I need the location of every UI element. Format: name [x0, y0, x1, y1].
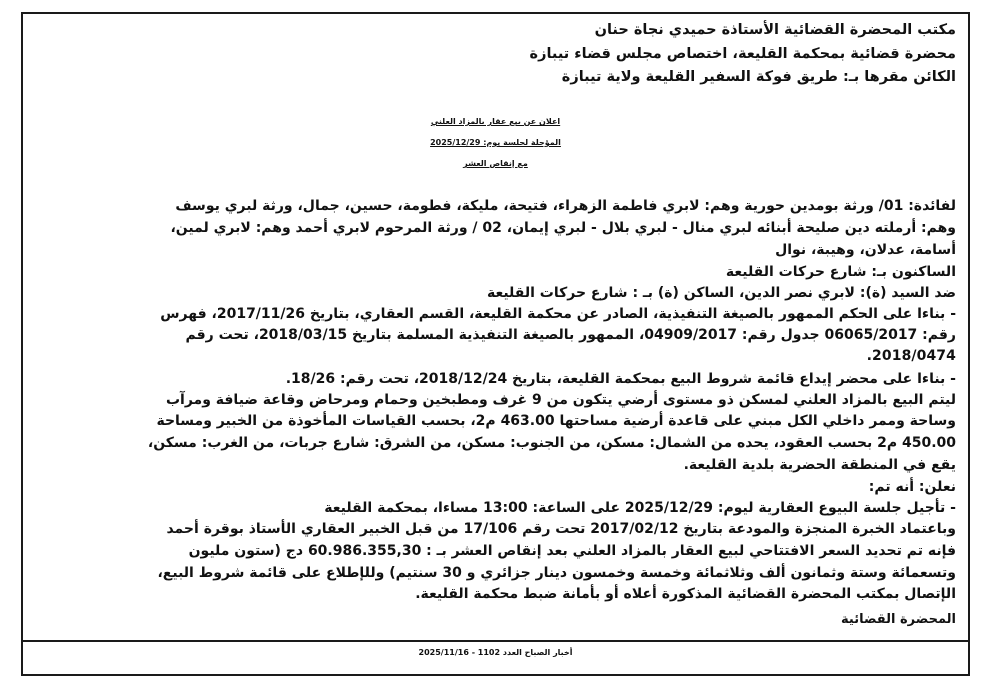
reduction-note: مع إنقاص العشر [463, 159, 528, 168]
body-line: - بناءا على الحكم الممهور بالصيغة التنفيذية، الصادر عن محكمة القليعة، القسم العقاري، بتاريخ 2017/11/26، فهرس [160, 306, 956, 322]
announcement-title: اعلان عن بيع عقار بالمزاد العلني [430, 117, 561, 126]
body-line: رقم: 06065/2017 جدول رقم: 04909/2017، الممهور بالصيغة التنفيذية المسلمة بتاريخ 2018/03/15، تحت رقم [185, 327, 956, 343]
body-line: 450.00 م2 بحسب العقود، يحده من الشمال: مسكن، من الجنوب: مسكن، من الشرق: شارع جربات، من الغرب: مسكن، [147, 435, 956, 451]
body-line: ليتم البيع بالمزاد العلني لمسكن ذو مستوى أرضي يتكون من 9 غرف ومطبخين وحمام ومرحاض وقاعة ضيافة ومرآب [165, 392, 956, 408]
jurisdiction-line: محضرة قضائية بمحكمة القليعة، اختصاص مجلس قضاء تيبازة [529, 46, 956, 62]
body-line: - بناءا على محضر إيداع قائمة شروط البيع بمحكمة القليعة، بتاريخ 2018/12/24، تحت رقم: 18/26. [285, 371, 956, 387]
body-line: نعلن: أنه تم: [868, 479, 956, 495]
body-line: فإنه تم تحديد السعر الافتتاحي لبيع العقار بالمزاد العلني بعد إنقاص العشر بـ : 60.986.355,30 دج (ستون مليون [188, 543, 956, 559]
office-name: مكتب المحضرة القضائية الأستاذة حميدي نجاة حنان [594, 22, 956, 38]
body-line: وتسعمائة وستة وثمانون ألف وثلاثمائة وخمسة وخمسون دينار جزائري و 30 سنتيم) وللإطلاع على قائمة شروط البيع، [157, 565, 956, 581]
office-address: الكائن مقرها بـ: طريق فوكة السفير القليعة ولاية تيبازة [561, 69, 956, 85]
body-line: وساحة وممر داخلي الكل مبني على قاعدة أرضية مساحتها 463.00 م2، بحسب القياسات المأخوذة من الخبير ومساحة [156, 413, 956, 429]
body-line: الساكنون بـ: شارع حركات القليعة [725, 264, 956, 280]
body-line: لفائدة: 01/ ورثة بومدين حورية وهم: لابري فاطمة الزهراء، فتيحة، مليكة، فطومة، حسين، جمال، ورثة لبري يوسف [175, 198, 956, 214]
footer-divider [23, 640, 968, 642]
body-line: الإتصال بمكتب المحضرة القضائية المذكورة أعلاه أو بأمانة ضبط محكمة القليعة. [415, 586, 956, 602]
body-line: وهم: أرملته دين صليحة أبنائه لبري منال - لبري بلال - لبري إيمان، 02 / ورثة المرحوم لابري أحمد وهم: لابري لمين، [170, 220, 956, 236]
postponed-session-date: المؤجلة لجلسة يوم: 2025/12/29 [430, 138, 561, 147]
body-line: ضد السيد (ة): لابري نصر الدين، الساكن (ة) بـ : شارع حركات القليعة [486, 285, 956, 301]
body-line: يقع في المنطقة الحضرية بلدية القليعة. [683, 457, 956, 473]
body-line: 2018/0474. [866, 348, 956, 364]
signature: المحضرة القضائية [841, 612, 956, 627]
newspaper-footer: أخبار الصباح العدد 1102 - 2025/11/16 [418, 648, 573, 657]
body-line: أسامة، عدلان، وهيبة، نوال [775, 242, 956, 258]
announcement-frame [21, 12, 970, 676]
body-line: وباعتماد الخبرة المنجزة والمودعة بتاريخ 2017/02/12 تحت رقم 17/106 من قبل الخبير العقاري الأستاذ بوقرة أحمد [166, 521, 956, 537]
body-line: - تأجيل جلسة البيوع العقارية ليوم: 2025/12/29 على الساعة: 13:00 مساءا، بمحكمة القليعة [324, 500, 956, 516]
